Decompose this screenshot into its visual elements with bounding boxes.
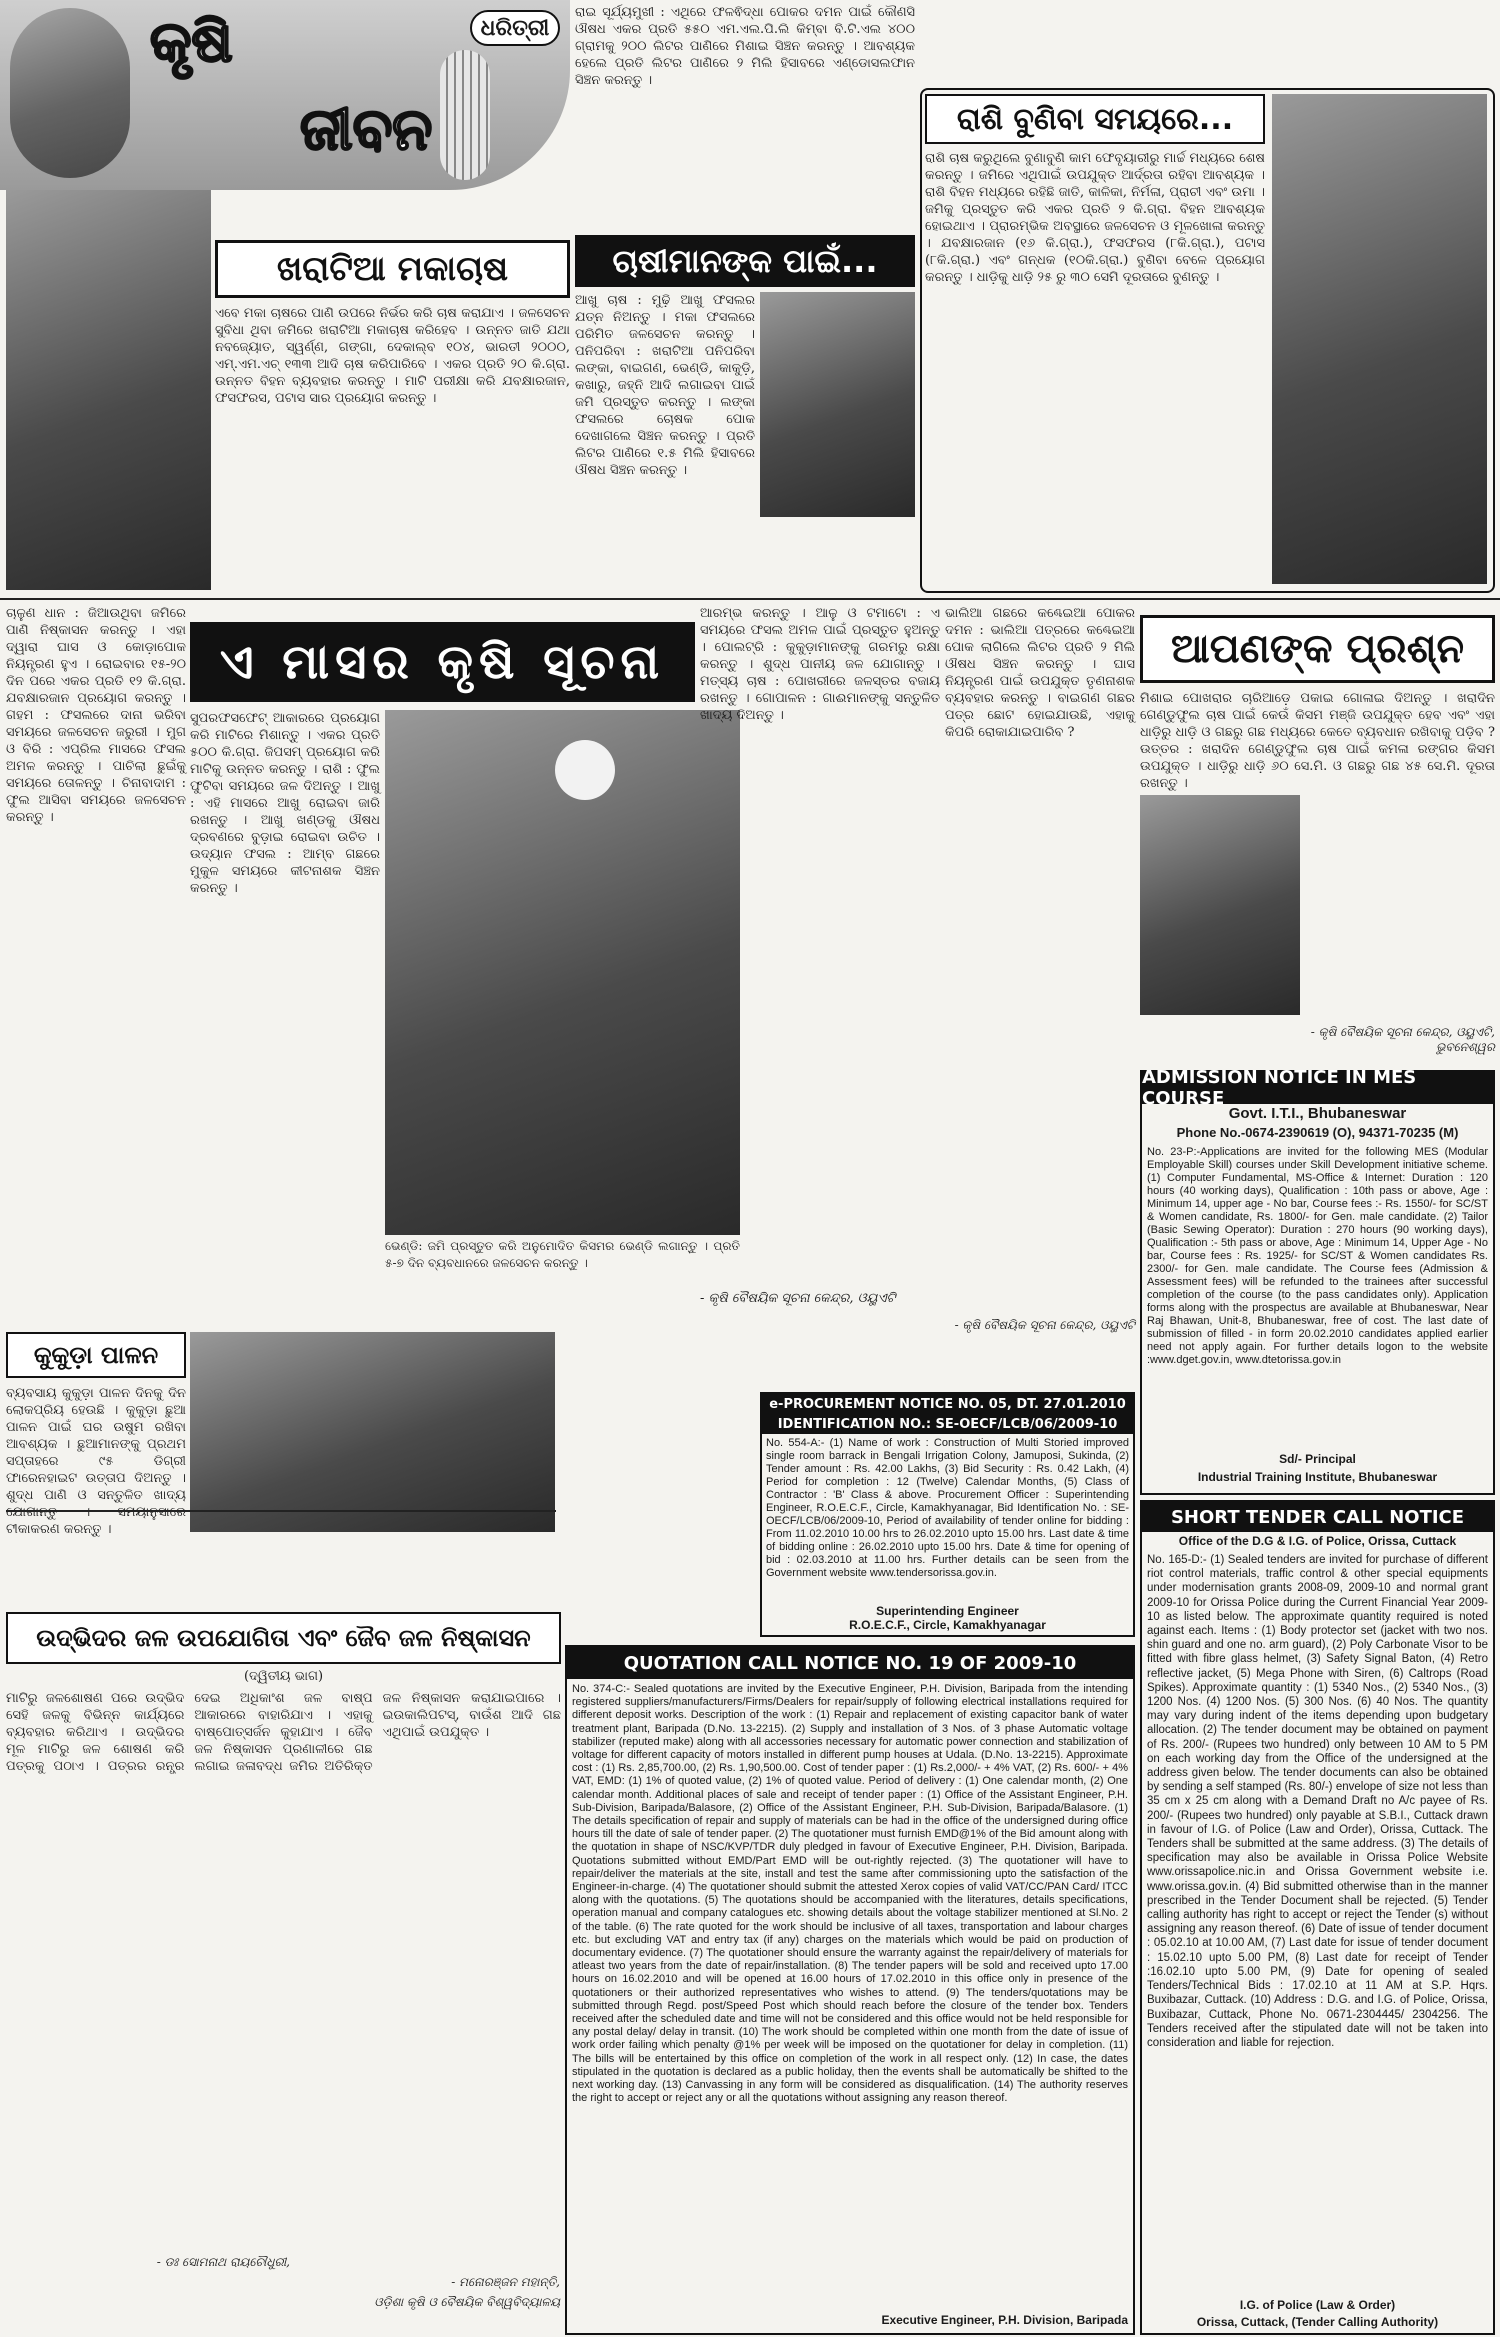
flower-icon [555,740,615,800]
qa-byline: - କୃଷି ବୈଷୟିକ ସୂଚନା କେନ୍ଦ୍ର, ଓୟୁଏଟି, ଭୁବନେଶ୍ୱର [1310,1025,1495,1054]
okra-photo [385,710,740,1235]
okra-caption: ଭେଣ୍ଡି: ଜମି ପ୍ରସ୍ତୁତ କରି ଅନୁମୋଦିତ କିସମର ଭେଣ୍ଡି ଲଗାନ୍ତୁ । ପ୍ରତି ୫-୭ ଦିନ ବ୍ୟବଧାନରେ ଜଳସେଚନ କରନ୍ତୁ । [385,1239,740,1270]
quotation-body: No. 374-C:- Sealed quotations are invited by the Executive Engineer, P.H. Division, Baripada from the intending registered suppliers/manufacturers/Firms/Dealers for repair/supply of following electrical installations required for different deposit works. Description of the work : (1) Repair and replacement of existing capacitor bank of water treatment plant, Baripada (D.No. 13-2215). (2) Supply and installation of 3 Nos. of 3 phase Automatic voltage stabilizer (reputed make) along with all accessories necessary for automatic power connection and stabilization of voltage for different capacity of motors installed in different pump houses at Udala. (D.No. 13-2215). Approximate cost : (1) Rs. 2,85,700.00, (2) Rs. 1,90,500.00. Cost of tender paper : (1) Rs.2,000/- + 4% VAT, (2) Rs. 600/- + 4% VAT, EMD: (1) 1% of quoted value, (2) 1% of quoted value. Period of delivery : (1) One calendar month, (2) One calendar month. Additional places of sale and receipt of tender paper : (1) Office of the Assistant Engineer, P.H. Sub-Division, Baripada/Balasore, (2) Office of the Assistant Engineer, P.H. Sub-Division, Baripada/Balasore. (1) The details specification of repair and supply of materials can be had in the office of the undersigned during office hours till the date of sale of tender paper. (2) The quotationer must furnish EMD@1% of the Bid amount along with the quotation in shape of NSC/KVP/TDR duly pledged in favour of Executive Engineer, P.H. Division, Baripada. Quotations submitted without EMD/Part EMD will be out-rightly rejected. (3) The quotationer will have to repair/deliver the materials at the site, install and test the same after commissioning upto the satisfaction of the Engineer-in-charge. (4) The quotationer should submit the attested Xerox copies of valid VAT/CC/PAN Card/ ITCC along with the quotations. (5) The quotations should be accompanied with the literatures, details specifications, operation manual and company catalogues etc. showing details about the voltage stabilizer mentioned at Sl.No. 2 of the table. (6) The rate quoted for the work should be inclusive of all taxes, transportation and labour charges etc. but excluding VAT and entry tax (if any) charges on the materials which would be paid on production of documentary evidence. (7) The quotationer should ensure the warranty against the repair/delivery of materials for atleast two years from the date of repair/installation. (8) The tender papers will be sold and received upto 17.00 hours on 16.02.2010 and will be opened at 16.00 hours of 17.02.2010 in this office only in presence of the quotationers or their authorized representatives who wishes to attend. (9) The tenders/quotations may be submitted through Regd. post/Speed Post which should reach before the closure of the tender box. Tenders received after the scheduled date and time will not be considered and this office would not be held responsible for any postal delay/ delay in transit. (10) The work should be completed within one month from the date of issue of work order failing which penalty @1% per week will be imposed on the quotationer for delay in completion. (11) The bills will be entertained by this office on completion of the work in all respect only. (12) In case, the dates stipulated in the quotation is declared as a public holiday, then the events shall be automatically be shifted to the next working day. (13) Canvassing in any form will be considered as disqualification. (14) The authority reserves the right to accept or reject any or all the quotations without assigning any reason thereof. [572,1683,1128,2105]
monthly-title: ଏ ମାସର କୃଷି ସୂଚନା [190,622,695,702]
corn-icon [440,50,490,180]
poultry-title: କୁକୁଡ଼ା ପାଳନ [6,1332,186,1378]
admission-phone: Phone No.-0674-2390619 (O), 94371-70235 (M) [1176,1125,1459,1140]
brand-logo: ଧରିତ୍ରୀ [470,10,560,46]
admission-title: ADMISSION NOTICE IN MES COURSE [1142,1072,1493,1104]
water-body: ମାଟିରୁ ଜଳଶୋଷଣ ପରେ ଉଦ୍ଭିଦ ସେହି ଜଳକୁ ବିଭିନ୍ନ କାର୍ଯ୍ୟରେ ବ୍ୟବହାର କରିଥାଏ । ଉଦ୍ଭିଦର ମୂଳ ମାଟିରୁ ଜଳ ଶୋଷଣ କରି ପତ୍ରକୁ ପଠାଏ । ପତ୍ରର ରନ୍ଧ୍ର ଦେଇ ଅଧିକାଂଶ ଜଳ ବାଷ୍ପ ଆକାରରେ ବାହାରିଯାଏ । ଏହାକୁ ବାଷ୍ପୋତ୍ସର୍ଜନ କୁହାଯାଏ । ଜୈବ ଜଳ ନିଷ୍କାସନ ପ୍ରଣାଳୀରେ ଗଛ ଲଗାଇ ଜଳାବଦ୍ଧ ଜମିର ଅତିରିକ୍ତ ଜଳ ନିଷ୍କାସନ କରାଯାଇପାରେ । ଇଉକାଲିପଟସ୍, ବାଉଁଶ ଆଦି ଗଛ ଏଥିପାଇଁ ଉପଯୁକ୍ତ । [6,1691,561,1774]
admission-subtitle: Govt. I.T.I., Bhubaneswar [1228,1105,1407,1122]
water-byline-1: - ଡଃ ସୋମନାଥ ରାୟଚୌଧୁରୀ, [156,2255,290,2269]
maize-photo [6,190,211,590]
water-byline-3: ଓଡ଼ିଶା କୃଷି ଓ ବୈଷୟିକ ବିଶ୍ୱବିଦ୍ୟାଳୟ [374,2295,560,2309]
admission-sign-2: Industrial Training Institute, Bhubaneswar [1197,1470,1438,1484]
tender-subtitle: Office of the D.G & I.G. of Police, Orissa, Cuttack [1178,1534,1457,1548]
pest-byline: - କୃଷି ବୈଷୟିକ ସୂଚନା କେନ୍ଦ୍ର, ଓୟୁଏଟି [954,1318,1135,1332]
water-subtitle: (ଦ୍ୱିତୀୟ ଭାଗ) [243,1669,324,1684]
timing-title: ରାଶି ବୁଣିବା ସମୟରେ... [925,94,1265,144]
hens-photo [190,1332,555,1532]
farmers-title: ଚାଷୀମାନଙ୍କ ପାଇଁ... [575,235,915,287]
eproc-sign-1: Superintending Engineer [876,1604,1019,1618]
farmers-body: ଆଖୁ ଚାଷ : ମୁଢ଼ି ଆଖୁ ଫସଲର ଯତ୍ନ ନିଅନ୍ତୁ । ମକା ଫସଲରେ ପରିମିତ ଜଳସେଚନ କରନ୍ତୁ । ପନିପରିବା : ଖରାଟିଆ ପନିପରିବା ଲଙ୍କା, ବାଇଗଣ, ଭେଣ୍ଡି, କାକୁଡ଼ି, କଖାରୁ, ଜହ୍ନି ଆଦି ଲଗାଇବା ପାଇଁ ଜମି ପ୍ରସ୍ତୁତ କରନ୍ତୁ । ଲଙ୍କା ଫସଲରେ ଚୋଷକ ପୋକ ଦେଖାଗଲେ ସିଞ୍ଚନ କରନ୍ତୁ । ପ୍ରତି ଲିଟର ପାଣିରେ ୧.୫ ମିଲି ହିସାବରେ ଔଷଧ ସିଞ୍ଚନ କରନ୍ତୁ । [575,293,755,478]
monthly-byline: - କୃଷି ବୈଷୟିକ ସୂଚନା କେନ୍ଦ୍ର, ଓୟୁଏଟି [700,1291,896,1306]
timing-body: ରାଶି ଚାଷ କରୁଥିଲେ ବୁଣାବୁଣି କାମ ଫେବୃୟାରୀରୁ ମାର୍ଚ୍ଚ ମଧ୍ୟରେ ଶେଷ କରନ୍ତୁ । ଜମିରେ ଏଥିପାଇଁ ଉପଯୁକ୍ତ ଆର୍ଦ୍ରତା ରହିବା ଆବଶ୍ୟକ । ରାଶି ବିହନ ମଧ୍ୟରେ ରହିଛି ଜାତି, କାଳିକା, ନିର୍ମଳା, ପ୍ରାଚୀ ଏବଂ ଉମା । ଜମିକୁ ପ୍ରସ୍ତୁତ କରି ଏକର ପ୍ରତି ୨ କି.ଗ୍ରା. ବିହନ ଆବଶ୍ୟକ ହୋଇଥାଏ । ପ୍ରାରମ୍ଭିକ ଅବସ୍ଥାରେ ଜଳସେଚନ ଓ ମୂଳଖୋଳା କରନ୍ତୁ । ଯବକ୍ଷାରଜାନ (୧୬ କି.ଗ୍ରା.), ଫସଫରସ (୮କି.ଗ୍ରା.), ପଟାସ (୮କି.ଗ୍ରା.) ଏବଂ ଗନ୍ଧକ (୧୦କି.ଗ୍ରା.) ବୁଣିବା ବେଳେ ପ୍ରୟୋଗ କରନ୍ତୁ । ଧାଡ଼ିକୁ ଧାଡ଼ି ୨୫ ରୁ ୩୦ ସେମି ଦୂରତାରେ ବୁଣନ୍ତୁ । [925,151,1265,285]
eproc-title-1: e-PROCUREMENT NOTICE NO. 05, DT. 27.01.2010 [762,1394,1133,1414]
kharif-body: ଏବେ ମକା ଚାଷରେ ପାଣି ଉପରେ ନିର୍ଭର କରି ଚାଷ କରାଯାଏ । ଜଳସେଚନ ସୁବିଧା ଥିବା ଜମିରେ ଖରାଟିଆ ମକାଚାଷ କରିହେବ । ଉନ୍ନତ ଜାତି ଯଥା ନବଜ୍ୟୋତ, ସ୍ୱର୍ଣ୍ଣ, ଗଙ୍ଗା, ଦେକାଲ୍ବ ୧୦୪, ଭାରତୀ ୨୦୦୦, ଏମ୍.ଏମ.ଏଚ୍ ୧୩୩ ଆଦି ଚାଷ କରିପାରିବେ । ଏକର ପ୍ରତି ୨୦ କି.ଗ୍ରା. ଉନ୍ନତ ବିହନ ବ୍ୟବହାର କରନ୍ତୁ । ମାଟି ପରୀକ୍ଷା କରି ଯବକ୍ଷାରଜାନ, ଫସଫରସ, ପଟାସ ସାର ପ୍ରୟୋଗ କରନ୍ତୁ । [215,306,570,406]
pest-body: ଭାଲିଆ ଗଛରେ କଣ୍ଢେଇଆ ପୋକର ଦମନ : ଭାଲିଆ ପତ୍ରରେ କଣ୍ଢେଇଆ ପୋକ ଲାଗିଲେ ଲିଟର ପ୍ରତି ୨ ମିଲି ଔଷଧ ସିଞ୍ଚନ କରନ୍ତୁ । ଘାସ ନିୟନ୍ତ୍ରଣ ପାଇଁ ଉପଯୁକ୍ତ ତୃଣନାଶକ ବ୍ୟବହାର କରନ୍ତୁ । ବାଇଗଣ ଗଛର ପତ୍ର ଛୋଟ ହୋଇଯାଉଛି, ଏହାକୁ କିପରି ରୋକାଯାଇପାରିବ ? [945,606,1135,740]
monthly-col3: ଆରମ୍ଭ କରନ୍ତୁ । ଆଳୁ ଓ ଟମାଟୋ : ଏ ସମୟରେ ଫସଲ ଅମଳ ପାଇଁ ପ୍ରସ୍ତୁତ ହୁଅନ୍ତୁ । ପୋଲଟ୍ରି : କୁକୁଡ଼ାମାନଙ୍କୁ ଗରମରୁ ରକ୍ଷା କରନ୍ତୁ । ଶୁଦ୍ଧ ପାନୀୟ ଜଳ ଯୋଗାନ୍ତୁ । ମତ୍ସ୍ୟ ଚାଷ : ପୋଖରୀରେ ଜଳସ୍ତର ବଜାୟ ରଖନ୍ତୁ । ଗୋପାଳନ : ଗାଈମାନଙ୍କୁ ସନ୍ତୁଳିତ ଖାଦ୍ୟ ଦିଅନ୍ତୁ । [700,606,940,723]
masthead-column-text: ରାଇ ସୂର୍ଯ୍ୟମୁଖୀ : ଏଥିରେ ଫଳଵିଦ୍ଧା ପୋକର ଦମନ ପାଇଁ କୌଣସି ଔଷଧ ଏକର ପ୍ରତି ୫୫୦ ଏମ.ଏଲ.ପି.ଲି କିମ୍ବା ବି.ଟି.ଏଲ ୪୦୦ ଗ୍ରାମକୁ ୨୦୦ ଲିଟର ପାଣିରେ ମିଶାଇ ସିଞ୍ଚନ କରନ୍ତୁ । ଆବଶ୍ୟକ ହେଲେ ପ୍ରତି ଲିଟର ପାଣିରେ ୨ ମିଲି ହିସାବରେ ଏଣ୍ଡୋସଲଫାନ ସିଞ୍ଚନ କରନ୍ତୁ । [575,5,915,88]
masthead-title-1: କୃଷି [150,10,233,75]
qa-title: ଆପଣଙ୍କ ପ୍ରଶ୍ନ [1140,615,1495,683]
eproc-sign-2: R.O.E.C.F., Circle, Kamakhyanagar [849,1618,1046,1632]
poultry-body: ବ୍ୟବସାୟ କୁକୁଡ଼ା ପାଳନ ଦିନକୁ ଦିନ ଲୋକପ୍ରିୟ ହେଉଛି । କୁକୁଡ଼ା ଛୁଆ ପାଳନ ପାଇଁ ଘର ଉଷୁମ ରଖିବା ଆବଶ୍ୟକ । ଛୁଆମାନଙ୍କୁ ପ୍ରଥମ ସପ୍ତାହରେ ୯୫ ଡିଗ୍ରୀ ଫାରେନହାଇଟ ଉତ୍ତାପ ଦିଅନ୍ତୁ । ଶୁଦ୍ଧ ପାଣି ଓ ସନ୍ତୁଳିତ ଖାଦ୍ୟ ଯୋଗାନ୍ତୁ । ସମୟାନୁସାରେ ଟୀକାକରଣ କରନ୍ତୁ । [6,1386,186,1537]
monthly-col1: ଚାଳୁଣ ଧାନ : ଜିଆଉଥିବା ଜମିରେ ପାଣି ନିଷ୍କାସନ କରନ୍ତୁ । ଏହା ଦ୍ୱାରା ଘାସ ଓ କୋଡ଼ାପୋକ ନିୟନ୍ତ୍ରଣ ହୁଏ । ରୋଇବାର ୧୫-୨୦ ଦିନ ପରେ ଏକର ପ୍ରତି ୧୨ କି.ଗ୍ରା. ଯବକ୍ଷାରଜାନ ପ୍ରୟୋଗ କରନ୍ତୁ । ଗହମ : ଫସଲରେ ଦାନା ଭରିବା ସମୟରେ ଜଳସେଚନ ଜରୁରୀ । ମୁଗ ଓ ବିରି : ଏପ୍ରିଲ ମାସରେ ଫସଲ ଅମଳ କରନ୍ତୁ । ପାଚିଲା ଛୁଇଁକୁ ସମୟରେ ତୋଳନ୍ତୁ । ଚିନାବାଦାମ : ଫୁଲ ଆସିବା ସମୟରେ ଜଳସେଚନ କରନ୍ତୁ । [6,606,186,825]
kharif-title: ଖରାଟିଆ ମକାଚାଷ [215,240,570,298]
sesame-photo [1272,94,1487,584]
monthly-col2: ସୁପରଫସଫେଟ୍ ଆକାରରେ ପ୍ରୟୋଗ କରି ମାଟିରେ ମିଶାନ୍ତୁ । ଏକର ପ୍ରତି ୫୦୦ କି.ଗ୍ରା. ଜିପସମ୍ ପ୍ରୟୋଗ କରି ମାଟିକୁ ଉନ୍ନତ କରନ୍ତୁ । ରାଶି : ଫୁଲ ଫୁଟିବା ସମୟରେ ଜଳ ଦିଅନ୍ତୁ । ଆଖୁ : ଏହି ମାସରେ ଆଖୁ ରୋଇବା ଜାରି ରଖନ୍ତୁ । ଆଖୁ ଖଣ୍ଡକୁ ଔଷଧ ଦ୍ରବଣରେ ବୁଡ଼ାଇ ରୋଇବା ଉଚିତ । ଉଦ୍ୟାନ ଫସଲ : ଆମ୍ବ ଗଛରେ ମୁକୁଳ ସମୟରେ କୀଟନାଶକ ସିଞ୍ଚନ କରନ୍ତୁ । [190,711,380,896]
masthead-photo [10,8,130,178]
poultry-body-continued [6,1510,556,1602]
qa-body: ମିଶାଇ ପୋଖରାର ଚାରିଆଡ଼େ ପକାଇ ଗୋଳାଇ ଦିଅନ୍ତୁ । ଖରାଦିନ ଗେଣ୍ଡୁଫୁଲ ଚାଷ ପାଇଁ କେଉଁ କିସମ ମଞ୍ଜି ଉପଯୁକ୍ତ ହେବ ଏବଂ ଏହା ଧାଡ଼ିରୁ ଧାଡ଼ି ଓ ଗଛରୁ ଗଛ ମଧ୍ୟରେ କେତେ ବ୍ୟବଧାନ ରଖିବାକୁ ପଡ଼ିବ ? ଉତ୍ତର : ଖରାଦିନ ଗେଣ୍ଡୁଫୁଲ ଚାଷ ପାଇଁ କମଳା ରଙ୍ଗର କିସମ ଉପଯୁକ୍ତ । ଧାଡ଼ିରୁ ଧାଡ଼ି ୬୦ ସେ.ମି. ଓ ଗଛରୁ ଗଛ ୪୫ ସେ.ମି. ଦୂରତା ରଖନ୍ତୁ । [1140,691,1495,791]
water-byline-2: - ମନୋରଞ୍ଜନ ମହାନ୍ତି, [451,2275,560,2289]
water-title: ଉଦ୍ଭିଦର ଜଳ ଉପଯୋଗିତା ଏବଂ ଜୈବ ଜଳ ନିଷ୍କାସନ [6,1612,561,1664]
tender-sign-2: Orissa, Cuttack, (Tender Calling Authority) [1196,2315,1439,2329]
admission-sign-1: Sd/- Principal [1279,1452,1356,1466]
masthead-title-2: ଜୀବନ [300,95,433,163]
tender-title: SHORT TENDER CALL NOTICE [1142,1502,1493,1532]
sugarcane-photo [760,292,915,517]
divider [0,598,1500,600]
masthead [0,0,570,190]
eproc-body: No. 554-A:- (1) Name of work : Construction of Multi Storied improved single room barrack in Bengali Irrigation Colony, Jamuposi, Sukinda, (2) Tender amount : Rs. 42.00 Lakhs, (3) Bid Security : Rs. 0.42 Lakh, (4) Period for completion : 12 (Twelve) Calendar Months, (5) Class of Contractor : 'B' Class & above. Procurement Officer : Superintending Engineer, R.O.E.C.F., Circle, Kamakhyanagar, Bid Identification No. : SE-OECF/LCB/06/2009-10, Period of availability of tender online for bidding : From 11.02.2010 10.00 hrs to 26.02.2010 upto 15.00 hrs. Last date & time of bidding online : 26.02.2010 upto 15.00 hrs. Date & time for opening of bid : 02.03.2010 at 11.00 hrs. Further details can be seen from the Government website www.tendersorissa.gov.in. [766,1437,1129,1579]
eproc-title-2: IDENTIFICATION NO.: SE-OECF/LCB/06/2009-10 [762,1414,1133,1434]
quotation-title: QUOTATION CALL NOTICE NO. 19 OF 2009-10 [567,1647,1133,1679]
monthly-col4 [560,1340,755,1610]
tender-body: No. 165-D:- (1) Sealed tenders are invited for purchase of different riot control materials, traffic control & other special equipments under modernisation grants 2008-09, 2009-10 and normal grant 2009-10 for Orissa Police during the Current Financial Year 2009-10 as listed below. The approximate quantity required is noted against each. Items : (1) Body protector set (jacket with two nos. shin guard and one no. arm guard), (2) Poly Carbonate Visor to be fitted with fibre glass helmet, (3) Safety Signal Baton, (4) Retro reflective jacket, (5) Mega Phone with Siren, (6) Caltrops (Road Spikes). Approximate quantity : (1) 5340 Nos., (2) 5340 Nos., (3) 1200 Nos. (4) 1200 Nos. (5) 300 Nos. (6) 40 Nos. The quantity may vary during indent of the items depending upon budgetary allocation. (2) The tender document may be obtained on payment of Rs. 200/- (Rupees two hundred) only between 10 AM to 5 PM on each working day from the Office of the undersigned at the address given below. The tender documents can also be obtained by sending a self stamped (Rs. 80/-) envelope of size not less than 35 cm x 25 cm along with a Demand Draft no A/c payee of Rs. 200/- (Rupees two hundred) only payable at S.B.I., Cuttack drawn in favour of I.G. of Police (Law and Order), Orissa, Cuttack. The Tenders shall be submitted at the same address. (3) The details of specification may also be available in Orissa Police Website www.orissapolice.nic.in and Orissa Government website i.e. www.orissa.gov.in. (4) Bid submitted otherwise than in the manner prescribed in the Tender Document shall be rejected. (5) Tender calling authority has right to accept or reject the Tender (s) without assigning any reason thereof. (6) Date of issue of tender document : 05.02.10 at 10.00 AM, (7) Last date for issue of tender document : 15.02.10 upto 5.00 PM, (8) Last date for receipt of Tender :16.02.10 upto 5.00 PM, (9) Date for opening of sealed Tenders/Technical Bids : 17.02.10 at 11 AM at S.P. Hqrs. Buxibazar, Cuttack. (10) Address : D.G. and I.G. of Police, Orissa, Buxibazar, Cuttack, Phone No. 0671-2304445/ 2304256. The Tenders received after the stipulated date will not be taken into consideration and liable for rejection. [1147,1554,1488,2049]
marigold-photo [1140,795,1300,1015]
tender-sign-1: I.G. of Police (Law & Order) [1239,2298,1396,2312]
quotation-sign: Executive Engineer, P.H. Division, Baripada [881,2313,1128,2327]
admission-body: No. 23-P:-Applications are invited for the following MES (Modular Employable Skill) courses under Skill Development initiative scheme. (1) Computer Fundamental, MS-Office & Internet: Duration : 120 hours (40 working days), Qualification : 10th pass or above, Age : Minimum 14, upper age - No bar, Course fees :- Rs. 1550/- for SC/ST & Women candidate, Rs. 1800/- for Gen. male candidate. (2) Tailor (Basic Sewing Operator): Duration : 270 hours (90 working days), Qualification :- 5th pass or above, Age : Minimum 14, Upper Age - No bar, Course fees : Rs. 1925/- for SC/ST & Women candidates Rs. 2300/- for Gen. male candidate. The Course fees (Admission & Assessment fees) will be refunded to the trainees after successful completion of the course (to the pass candidates only). Application forms along with the prospectus are available at Bhubaneswar, Near Raj Bhawan, Unit-8, Bhubaneswar, free of cost. The last date of submission of filled - in form 20.02.2010 candidates applied earlier need not apply again. For further details logon to the website :www.dget.gov.in, www.dtetorissa.gov.in [1147,1146,1488,1366]
